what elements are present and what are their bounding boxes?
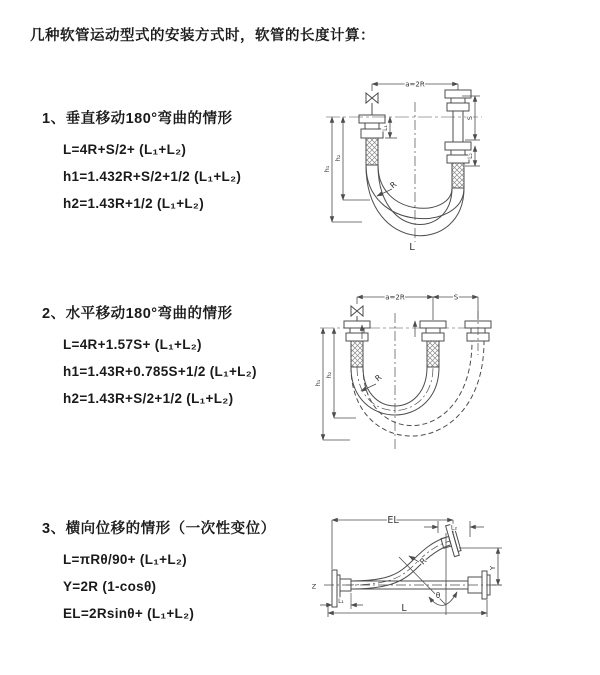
- braided-section: [427, 341, 439, 367]
- page-title: 几种软管运动型式的安装方式时，软管的长度计算：: [30, 28, 375, 44]
- dim-label-theta: θ: [435, 591, 441, 600]
- formula-length: L=πRθ/90+ (L₁+L₂): [63, 552, 187, 567]
- dim-label-length: L: [401, 603, 407, 614]
- formula-h1: h1=1.43R+0.785S+1/2 (L₁+L₂): [63, 364, 257, 379]
- formula-h1: h1=1.432R+S/2+1/2 (L₁+L₂): [63, 169, 242, 184]
- dimension-lines: [320, 520, 502, 617]
- break-mark: Z: [311, 582, 317, 591]
- dim-label-a2r: a=2R: [405, 80, 425, 89]
- hose-assembly: [326, 84, 482, 242]
- dim-label-s: S: [466, 115, 474, 121]
- left-flange: [344, 321, 370, 341]
- hose-assembly: [320, 520, 502, 617]
- formula-y: Y=2R (1-cosθ): [63, 579, 157, 594]
- dim-label-h2: h₂: [334, 154, 342, 162]
- hose-assembly: [320, 297, 491, 451]
- dim-label-radius: R: [373, 372, 384, 384]
- right-flange-upper: [445, 90, 471, 111]
- dim-label-radius: R: [388, 179, 399, 191]
- radius-leader: [409, 556, 419, 562]
- dim-label-h1: h₁: [323, 165, 331, 173]
- diagram-horizontal-180-bend: [310, 283, 600, 463]
- section-lateral-displacement: [42, 517, 276, 627]
- dim-label-y: Y: [489, 565, 497, 571]
- dim-label-s: S: [453, 293, 459, 302]
- angle-arc: [429, 592, 457, 605]
- formula-length: L=4R+1.57S+ (L₁+L₂): [63, 337, 202, 352]
- section-horizontal-movement: [42, 302, 257, 412]
- dimension-lines: [332, 84, 480, 222]
- formula-length: L=4R+S/2+ (L₁+L₂): [63, 142, 187, 157]
- hose-u-shifted: [351, 341, 484, 436]
- diagram-vertical-180-bend: [312, 70, 594, 265]
- braided-section: [366, 138, 378, 165]
- dim-label-l2: L₂: [467, 153, 474, 159]
- section-heading: 2、水平移动180°弯曲的情形: [42, 306, 233, 322]
- braided-section: [452, 163, 464, 188]
- dim-label-l2: L₂: [450, 523, 458, 532]
- braided-section: [351, 341, 363, 367]
- dimension-lines: [323, 297, 478, 440]
- section-heading: 3、横向位移的情形（一次性变位）: [42, 521, 276, 537]
- valve-icon: [351, 306, 363, 316]
- section-vertical-movement: [42, 107, 241, 217]
- dim-label-l1: L₁: [382, 125, 389, 131]
- dim-label-el: EL: [387, 515, 399, 526]
- dim-label-a2r: a=2R: [385, 293, 405, 302]
- dim-label-h2: h₂: [325, 371, 333, 379]
- dim-label-length: L: [409, 242, 415, 253]
- dim-label-h1: h₁: [314, 379, 322, 387]
- dim-label-l1: L₁: [338, 598, 344, 605]
- diagram-lateral-displacement: [296, 500, 596, 650]
- formula-h2: h2=1.43R+1/2 (L₁+L₂): [63, 196, 205, 211]
- valve-icon: [366, 93, 378, 103]
- dim-label-radius: R: [418, 556, 429, 567]
- section-heading: 1、垂直移动180°弯曲的情形: [42, 111, 233, 127]
- formula-el: EL=2Rsinθ+ (L₁+L₂): [63, 606, 195, 621]
- middle-flange: [420, 321, 446, 341]
- formula-h2: h2=1.43R+S/2+1/2 (L₁+L₂): [63, 391, 234, 406]
